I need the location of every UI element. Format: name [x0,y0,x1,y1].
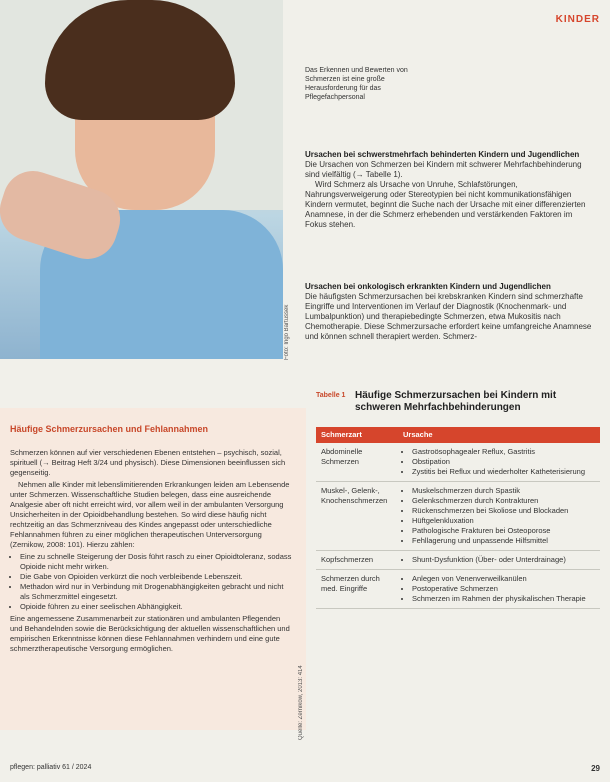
table-row [316,570,600,609]
table-cell: Schmerzen durch med. Eingriffe [316,570,398,609]
misconception-list [10,552,293,612]
table-row [316,482,600,551]
section-oncology-children [305,282,595,342]
table-cell: Abdominelle Schmerzen [316,443,398,482]
list-item: • Opioide führen zu einer seelischen Abhängigkeit. [20,602,293,612]
list-item: • Die Gabe von Opioiden verkürzt die noch verbleibende Lebenszeit. [20,572,293,582]
journal-footer: pflegen: palliativ 61 / 2024 [10,764,92,771]
photo-credit: Foto: Ingo Bartussek [284,304,290,360]
section-disabled-children [305,150,595,230]
section-heading: Ursachen bei onkologisch erkrankten Kindern und Jugendlichen [305,282,551,291]
list-item: • Pathologische Frakturen bei Osteoporose [412,526,595,536]
section-heading: Ursachen bei schwerstmehrfach behinderten Kindern und Jugendlichen [305,150,580,159]
table-title: Häufige Schmerzursachen bei Kindern mit schweren Mehrfachbehinderungen [355,390,557,413]
photo-caption: Das Erkennen und Bewerten von Schmerzen ist eine große Herausforderung für das Pflegefachpersonal [305,67,408,101]
child-photo [0,0,283,359]
list-item: • Gastroösophagealer Reflux, Gastritis [412,447,595,457]
column-header: Ursache [398,427,600,443]
table-cell [398,570,600,609]
table-cell [398,482,600,551]
section-tag: KINDER [555,14,600,25]
list-item: • Obstipation [412,457,595,467]
list-item: • Schmerzen im Rahmen der physikalischen Therapie [412,594,595,604]
paragraph: Nehmen alle Kinder mit lebenslimitierenden Erkrankungen leiden am Lebensende unter Schmerzen. Wissenschaftliche Studien belegen, dass eine ausreichende Analgesie aber oft nicht erreicht wird, vor allem weil in der ambulanten Versorgung Unsicherheiten in der Opioidbehandlung bestehen. So wird diese häufig nicht rechtzeitig an das Schmerzniveau des Kindes angepasst oder unterschiedliche Fehlannahmen führen zu einer möglichen therapeutischen Unterversorgung (Zernikow, 2008: 101). Hierzu zählen: [10,480,290,549]
list-item: • Zystitis bei Reflux und wiederholter Katheterisierung [412,467,595,477]
info-box-body [10,448,293,656]
list-item: • Shunt-Dysfunktion (Über- oder Unterdrainage) [412,555,595,565]
list-item: • Methadon wird nur in Verbindung mit Drogenabhängigkeiten gebracht und nicht als Schmerzmittel eingesetzt. [20,582,293,602]
paragraph: Eine angemessene Zusammenarbeit zur stationären und ambulanten Pflegenden und Behandelnden sowie die Berücksichtigung der aktuellen wissenschaftlichen und empirischen Erkenntnisse können diese Fehlannahmen verhindern und eine gute schmerztherapeutische Versorgung ermöglichen. [10,614,290,653]
page-number: 29 [591,764,600,773]
table-row [316,551,600,570]
table-label: Tabelle 1 [316,392,346,399]
paragraph: Die häufigsten Schmerzursachen bei krebskranken Kindern sind schmerzhafte Eingriffe und Interventionen im Verlauf der Diagnostik (Knochenmark- und Lumbalpunktion) und therapiebedingte Schmerzen, etwa Mukositis nach Chemotherapie. Diese Schmerzursache erfordert keine umfangreiche Anamnese und können schnell therapiert werden. Schmerz- [305,292,592,341]
table-cell: Muskel-, Gelenk-, Knochenschmerzen [316,482,398,551]
table-cell [398,551,600,570]
table-cell [398,443,600,482]
paragraph: Die Ursachen von Schmerzen bei Kindern mit schwerer Mehrfachbehinderung sind vielfältig (→ Tabelle 1). [305,160,582,179]
info-box-title: Häufige Schmerzursachen und Fehlannahmen [10,424,209,434]
list-item: • Eine zu schnelle Steigerung der Dosis führt rasch zu einer Opioidtoleranz, sodass Opioide nicht mehr wirken. [20,552,293,572]
table-cell: Kopfschmerzen [316,551,398,570]
table-credit: Quelle: Zernikow, 2013: 414 [298,665,304,740]
list-item: • Gelenkschmerzen durch Kontrakturen [412,496,595,506]
list-item: • Postoperative Schmerzen [412,584,595,594]
list-item: • Rückenschmerzen bei Skoliose und Blockaden [412,506,595,516]
list-item: • Hüftgelenkluxation [412,516,595,526]
list-item: • Fehllagerung und unpassende Hilfsmittel [412,536,595,546]
list-item: • Muskelschmerzen durch Spastik [412,486,595,496]
list-item: • Anlegen von Venenverweilkanülen [412,574,595,584]
table-row [316,443,600,482]
column-header: Schmerzart [316,427,398,443]
paragraph: Wird Schmerz als Ursache von Unruhe, Schlafstörungen, Nahrungsverweigerung oder Stereotypien bei nicht kommunikationsfähigen Kindern vermutet, beginnt die Suche nach der Ursache mit einer differenzierten Anamnese, in der die Schmerz erhebenden und verstärkenden Faktoren im Fokus stehen. [305,180,586,229]
table-header-row [316,427,600,443]
pain-causes-table [316,427,600,609]
paragraph: Schmerzen können auf vier verschiedenen Ebenen entstehen – psychisch, sozial, spirituell (→ Beitrag Heft 3/24 und physisch). Diese Dimensionen beeinflussen sich gegenseitig. [10,448,286,477]
